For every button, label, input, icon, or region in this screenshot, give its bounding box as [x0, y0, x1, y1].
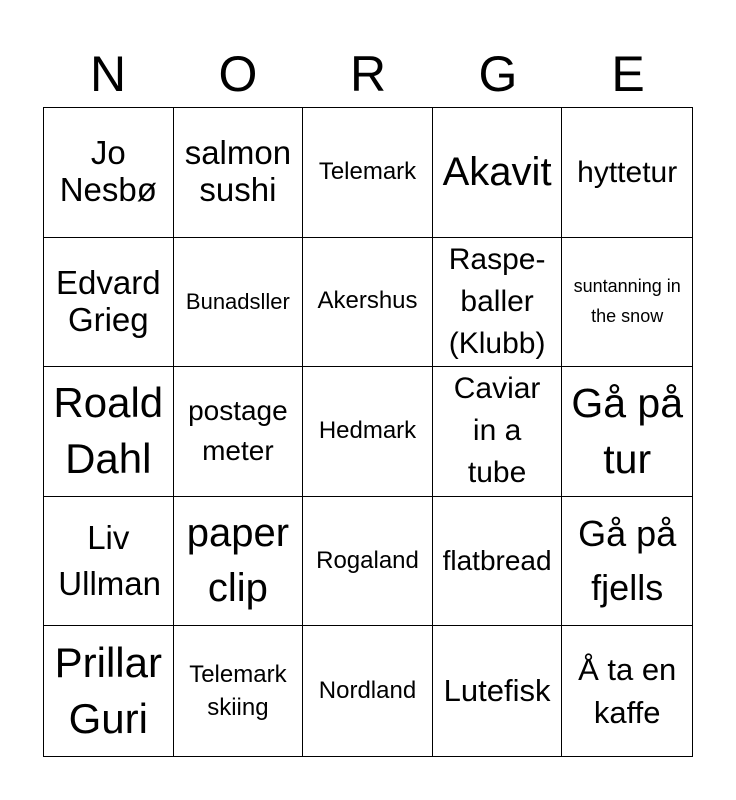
cell-label: Å ta en kaffe: [578, 651, 677, 731]
bingo-cell[interactable]: [303, 497, 433, 627]
cell-label: Gå på fjells: [578, 513, 677, 609]
cell-label: Rogaland: [316, 546, 419, 574]
bingo-cell[interactable]: [174, 367, 304, 497]
cell-label: Raspe-baller (Klubb): [448, 242, 546, 360]
bingo-cell[interactable]: [44, 626, 174, 756]
bingo-cell[interactable]: [562, 626, 692, 756]
header-letter-n: N: [89, 46, 127, 102]
bingo-cell[interactable]: [174, 238, 304, 368]
cell-label: Gå på tur: [571, 379, 684, 483]
bingo-cell[interactable]: [433, 626, 563, 756]
cell-label: flatbread: [442, 545, 552, 577]
cell-label: hyttetur: [577, 155, 678, 189]
bingo-cell[interactable]: [44, 367, 174, 497]
bingo-cell[interactable]: [44, 497, 174, 627]
bingo-cell[interactable]: [44, 108, 174, 238]
header-letter-g: G: [478, 46, 518, 102]
bingo-header: [43, 40, 693, 108]
bingo-cell[interactable]: [562, 367, 692, 497]
cell-label: Akershus: [317, 287, 418, 315]
cell-label: Edvard Grieg: [56, 263, 161, 338]
bingo-cell[interactable]: [303, 108, 433, 238]
bingo-cell[interactable]: [562, 238, 692, 368]
bingo-cell[interactable]: [562, 108, 692, 238]
cell-label: Hedmark: [318, 417, 417, 445]
cell-label: Bunadsller: [185, 288, 290, 314]
cell-label: Prillar Guri: [54, 638, 162, 743]
header-letter-e: E: [611, 46, 645, 102]
bingo-cell[interactable]: [44, 238, 174, 368]
header-letter-o: O: [218, 46, 258, 102]
cell-label: Liv Ullman: [58, 518, 161, 603]
header-letter-r: R: [349, 46, 387, 102]
cell-label: Telemark: [318, 157, 417, 185]
bingo-cell[interactable]: [562, 497, 692, 627]
bingo-cell[interactable]: [433, 367, 563, 497]
cell-label: suntanning in the snow: [573, 276, 681, 326]
bingo-cell[interactable]: [433, 497, 563, 627]
bingo-cell[interactable]: [303, 367, 433, 497]
cell-label: Telemark skiing: [189, 660, 287, 722]
bingo-cell[interactable]: [433, 238, 563, 368]
bingo-cell[interactable]: [303, 626, 433, 756]
cell-label: Jo Nesbø: [59, 134, 157, 209]
cell-label: Caviar in a tube: [453, 372, 541, 490]
bingo-cell[interactable]: [433, 108, 563, 238]
cell-label: salmon sushi: [184, 134, 292, 209]
bingo-cell[interactable]: [174, 108, 304, 238]
cell-label: Akavit: [442, 149, 552, 194]
bingo-cell[interactable]: [303, 238, 433, 368]
bingo-board: [43, 107, 693, 757]
cell-label: Nordland: [318, 676, 417, 704]
bingo-cell[interactable]: [174, 497, 304, 627]
cell-label: paper clip: [186, 510, 290, 611]
cell-label: Roald Dahl: [53, 378, 164, 483]
bingo-cell[interactable]: [174, 626, 304, 756]
cell-label: postage meter: [188, 394, 288, 467]
cell-label: Lutefisk: [443, 672, 551, 708]
